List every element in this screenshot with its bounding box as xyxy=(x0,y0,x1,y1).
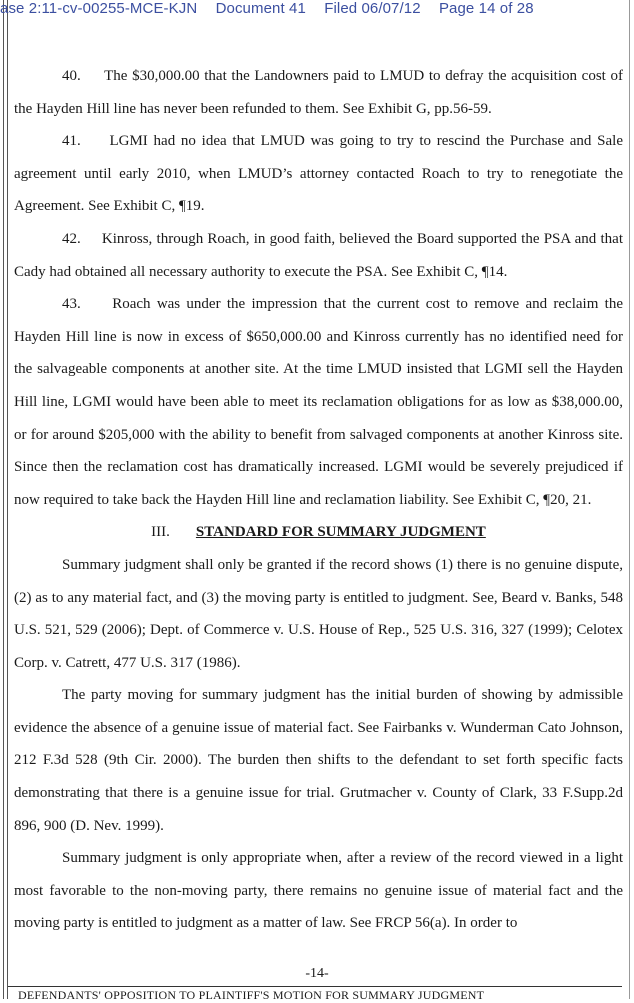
paragraph-40: 40. The $30,000.00 that the Landowners paid to LMUD to defray the acquisition cost of the Hayden Hill line has never been refunded to them. See Exhibit G, pp.56-59. xyxy=(14,68,623,117)
court-filing-header xyxy=(0,0,548,17)
footer-rule xyxy=(8,986,622,987)
section-title: STANDARD FOR SUMMARY JUDGMENT xyxy=(195,524,486,541)
body-paragraph-2: The party moving for summary judgment has the initial burden of showing by admissible evidence the absence of a genuine issue of material fact. See Fairbanks v. Wunderman Cato Johnson, 212 F.3d 528 (9th Cir. 2000). The burden then shifts to the defendant to set forth specific facts demonstrating that there is a genuine issue for trial. Grutmacher v. County of Clark, 33 F.Supp.2d 896, 900 (D. Nev. 1999). xyxy=(14,687,623,834)
page-number: -14- xyxy=(305,966,329,981)
case-number: ase 2:11-cv-00255-MCE-KJN xyxy=(0,0,198,17)
filed-date: Filed 06/07/12 xyxy=(324,0,421,17)
section-number: III. xyxy=(151,524,170,541)
page-indicator: Page 14 of 28 xyxy=(438,0,534,17)
right-margin-rule xyxy=(629,0,630,999)
paragraph-42: 42. Kinross, through Roach, in good faith, believed the Board supported the PSA and that Cady had obtained all necessary authority to execute the PSA. See Exhibit C, ¶14. xyxy=(14,230,623,280)
paragraph-43: 43. Roach was under the impression that the current cost to remove and reclaim the Hayden Hill line is now in excess of $650,000.00 and Kinross currently has no identified need for the salvageable components at another site. At the time LMUD insisted that LGMI sell the Hayden Hill line, LGMI would have been able to meet its reclamation obligations for as low as $38,000.00, or for around $205,000 with the ability to benefit from salvaged components at another Kinross site. Since then the reclamation cost has dramatically increased. LGMI would be severely prejudiced if now required to take back the Hayden Hill line and reclamation liability. See Exhibit C, ¶20, 21. xyxy=(14,296,623,508)
footer-title: DEFENDANTS' OPPOSITION TO PLAINTIFF'S MOTION FOR SUMMARY JUDGMENT xyxy=(18,988,485,1002)
document-number: Document 41 xyxy=(215,0,306,17)
body-paragraph-3: Summary judgment is only appropriate when, after a review of the record viewed in a light most favorable to the non-moving party, there remains no genuine issue of material fact and the moving party is entitled to judgment as a matter of law. See FRCP 56(a). In order to xyxy=(14,850,623,932)
section-heading xyxy=(14,516,623,549)
paragraph-41: 41. LGMI had no idea that LMUD was going to try to rescind the Purchase and Sale agreement until early 2010, when LMUD’s attorney contacted Roach to try to renegotiate the Agreement. See Exhibit C, ¶19. xyxy=(14,133,623,215)
left-margin-rule xyxy=(3,0,4,999)
left-margin-rule-inner xyxy=(7,0,8,999)
body-paragraph-1: Summary judgment shall only be granted if the record shows (1) there is no genuine dispute, (2) as to any material fact, and (3) the moving party is entitled to judgment. See, Beard v. Banks, 548 U.S. 521, 529 (2006); Dept. of Commerce v. U.S. House of Rep., 525 U.S. 316, 327 (1999); Celotex Corp. v. Catrett, 477 U.S. 317 (1986). xyxy=(14,556,623,671)
document-body xyxy=(14,60,623,940)
